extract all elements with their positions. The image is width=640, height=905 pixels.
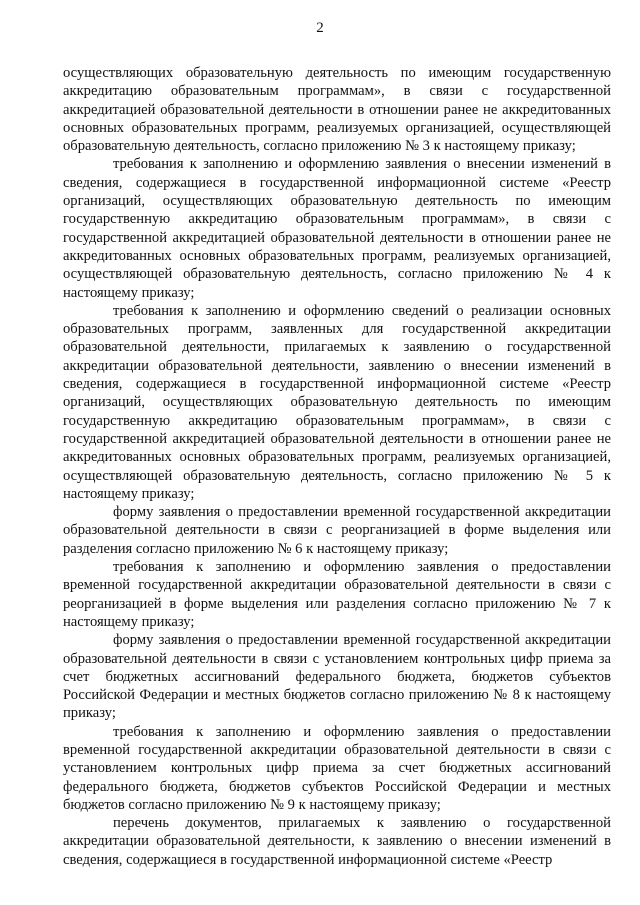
paragraph-document-list: перечень документов, прилагаемых к заявлению о государственной аккредитации образовательной деятельности, к заявлению о внесении изменений в сведения, содержащиеся в государственной информационной системе «Реестр — [63, 815, 611, 868]
paragraph-appendix-5-requirements: требования к заполнению и оформлению сведений о реализации основных образовательных программ, заявленных для государственной аккредитации образовательной деятельности, прилагаемых к заявлению о государственной аккредитации образовательной деятельности, заявлению о внесении изменений в сведения, содержащиеся в государственной информационной системе «Реестр организаций, осуществляющих образовательную деятельность по имеющим государственную аккредитацию образовательным программам», в связи с государственной аккредитацией образовательной деятельности в отношении ранее не аккредитованных основных образовательных программ, реализуемых организацией, осуществляющей образовательную деятельность, согласно приложению № 5 к настоящему приказу; — [63, 302, 611, 502]
paragraph-appendix-4-requirements: требования к заполнению и оформлению заявления о внесении изменений в сведения, содержащиеся в государственной информационной системе «Реестр организаций, осуществляющих образовательную деятельность по имеющим государственную аккредитацию образовательным программам», в связи с государственной аккредитацией образовательной деятельности в отношении ранее не аккредитованных основных образовательных программ, реализуемых организацией, осуществляющей образовательную деятельность, согласно приложению № 4 к настоящему приказу; — [63, 156, 611, 301]
document-body — [63, 64, 611, 869]
paragraph-appendix-7-requirements: требования к заполнению и оформлению заявления о предоставлении временной государственной аккредитации образовательной деятельности в связи с реорганизацией в форме выделения или разделения согласно приложению № 7 к настоящему приказу; — [63, 559, 611, 630]
paragraph-appendix-6-form: форму заявления о предоставлении временной государственной аккредитации образовательной деятельности в связи с реорганизацией в форме выделения или разделения согласно приложению № 6 к настоящему приказу; — [63, 504, 611, 557]
page-number: 2 — [316, 20, 324, 36]
paragraph-appendix-9-requirements: требования к заполнению и оформлению заявления о предоставлении временной государственной аккредитации образовательной деятельности в связи с установлением контрольных цифр приема за счет бюджетных ассигнований федерального бюджета, бюджетов субъектов Российской Федерации и местных бюджетов согласно приложению № 9 к настоящему приказу; — [63, 723, 611, 813]
paragraph-continued: осуществляющих образовательную деятельность по имеющим государственную аккредитацию образовательным программам», в связи с государственной аккредитацией образовательной деятельности в отношении ранее не аккредитованных основных образовательных программ, реализуемых организацией, осуществляющей образовательную деятельность, согласно приложению № 3 к настоящему приказу; — [63, 65, 611, 155]
paragraph-appendix-8-form: форму заявления о предоставлении временной государственной аккредитации образовательной деятельности в связи с установлением контрольных цифр приема за счет бюджетных ассигнований федерального бюджета, бюджетов субъектов Российской Федерации и местных бюджетов согласно приложению № 8 к настоящему приказу; — [63, 632, 611, 722]
